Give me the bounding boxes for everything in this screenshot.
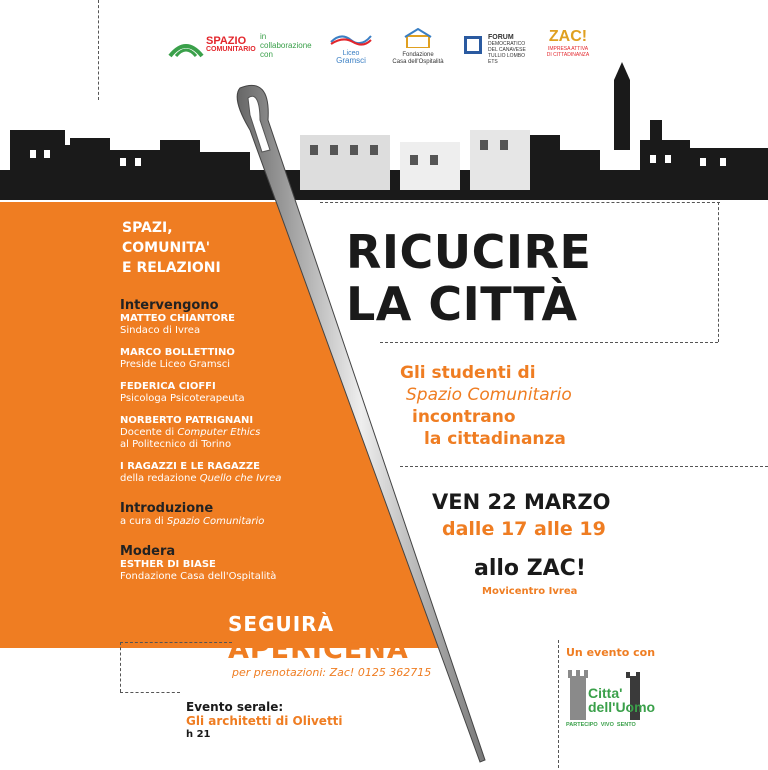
subtitle-line2: Spazio Comunitario bbox=[406, 385, 572, 405]
citta-tagline: PARTECIPO VIVO SENTO bbox=[566, 722, 636, 728]
introduzione-prefix: a cura di bbox=[120, 516, 167, 527]
dashed-line bbox=[120, 642, 232, 643]
evening-label: Evento serale: bbox=[186, 700, 284, 714]
introduzione-italic: Spazio Comunitario bbox=[166, 516, 265, 527]
logo-fondazione bbox=[390, 28, 446, 64]
title-line2: LA CITTÀ bbox=[346, 277, 578, 331]
subtitle bbox=[392, 362, 572, 450]
liceo-line2: Gramsci bbox=[336, 56, 366, 65]
event-time: dalle 17 alle 19 bbox=[442, 518, 606, 540]
speaker-role bbox=[120, 427, 380, 439]
orange-top-strip bbox=[0, 0, 100, 8]
evening-time: h 21 bbox=[186, 729, 211, 740]
modera-role: Fondazione Casa dell'Ospitalità bbox=[120, 571, 277, 582]
speaker-role-italic: Computer Ethics bbox=[177, 427, 261, 438]
collab-line: con bbox=[260, 50, 273, 59]
left-heading-line: COMUNITA' bbox=[122, 240, 210, 256]
title-line1: RICUCIRE bbox=[346, 225, 592, 279]
introduzione-title: Introduzione bbox=[120, 501, 214, 516]
dashed-line bbox=[718, 202, 719, 342]
speaker-role: Preside Liceo Gramsci bbox=[120, 359, 231, 370]
speaker-role-line2: al Politecnico di Torino bbox=[120, 439, 232, 450]
evening-event bbox=[186, 700, 343, 742]
introduzione-block bbox=[120, 501, 380, 528]
dashed-line bbox=[558, 640, 559, 768]
modera-title: Modera bbox=[120, 544, 176, 559]
collab-text bbox=[260, 32, 312, 59]
forum-line1: FORUM bbox=[488, 34, 514, 41]
spazio-name: SPAZIO bbox=[206, 35, 247, 47]
event-venue-sub: Movicentro Ivrea bbox=[482, 586, 578, 597]
zac-name: ZAC! bbox=[548, 28, 588, 45]
fondazione-line1: Fondazione bbox=[402, 52, 434, 58]
spazio-subname: COMUNITARIO bbox=[206, 46, 256, 53]
house-icon bbox=[403, 28, 433, 48]
evening-title: Gli architetti di Olivetti bbox=[186, 714, 343, 728]
forum-line4: TULLIO LOMBO ETS bbox=[488, 53, 525, 65]
main-title bbox=[346, 226, 591, 330]
apericena-line2: APERICENA bbox=[228, 634, 409, 665]
speaker bbox=[120, 381, 380, 405]
apericena-line1: SEGUIRÀ bbox=[228, 612, 335, 636]
dashed-line bbox=[120, 692, 180, 693]
subtitle-line4: la cittadinanza bbox=[424, 429, 566, 449]
left-heading bbox=[122, 218, 221, 278]
speakers-block bbox=[120, 298, 380, 583]
left-heading-line: SPAZI, bbox=[122, 220, 173, 236]
speaker-role: Sindaco di Ivrea bbox=[120, 325, 201, 336]
liceo-line1: Liceo bbox=[342, 50, 360, 57]
dashed-line bbox=[120, 642, 121, 692]
fondazione-line2: Casa dell'Ospitalità bbox=[392, 59, 444, 65]
speaker bbox=[120, 347, 380, 371]
logo-liceo-gramsci bbox=[326, 30, 376, 66]
speaker bbox=[120, 461, 380, 485]
speaker-role bbox=[120, 473, 380, 485]
speaker-role: Psicologa Psicoterapeuta bbox=[120, 393, 245, 404]
spazio-logo-icon bbox=[168, 36, 204, 58]
forum-icon bbox=[464, 36, 482, 54]
speaker-name: I RAGAZZI E LE RAGAZZE bbox=[120, 461, 261, 472]
event-venue: allo ZAC! bbox=[474, 556, 586, 581]
apericena-note: per prenotazioni: Zac! 0125 362715 bbox=[232, 666, 432, 679]
introduzione-text bbox=[120, 516, 380, 528]
speaker-role-prefix: Docente di bbox=[120, 427, 178, 438]
logo-citta-uomo bbox=[566, 664, 666, 734]
event-date: VEN 22 MARZO bbox=[432, 490, 611, 514]
speaker bbox=[120, 313, 380, 337]
logo-spazio-comunitario bbox=[168, 30, 258, 60]
liceo-logo-icon bbox=[329, 30, 373, 46]
forum-line3: DEL CANAVESE bbox=[488, 47, 526, 53]
zac-tag: IMPRESA ATTIVA DI CITTADINANZA bbox=[546, 46, 590, 58]
left-heading-line: E RELAZIONI bbox=[122, 260, 221, 276]
logo-forum bbox=[464, 34, 534, 64]
intervengono-title: Intervengono bbox=[120, 298, 219, 313]
partner-label: Un evento con bbox=[566, 646, 656, 659]
collab-line: in bbox=[260, 32, 267, 41]
citta-name2: dell'Uomo bbox=[588, 699, 656, 715]
collab-line: collaborazione bbox=[260, 41, 312, 50]
subtitle-line1: Gli studenti di bbox=[400, 363, 536, 383]
speaker-role-prefix: della redazione bbox=[120, 473, 200, 484]
subtitle-line3: incontrano bbox=[412, 407, 516, 427]
speaker-name: MATTEO CHIANTORE bbox=[120, 313, 235, 324]
speaker-role-italic: Quello che Ivrea bbox=[199, 473, 282, 484]
speaker-name: FEDERICA CIOFFI bbox=[120, 381, 216, 392]
forum-line2: DEMOCRATICO bbox=[488, 41, 526, 47]
citta-name1: Citta' bbox=[588, 685, 623, 701]
modera-block bbox=[120, 544, 380, 583]
logo-zac bbox=[545, 28, 591, 66]
speaker-name: NORBERTO PATRIGNANI bbox=[120, 415, 254, 426]
speaker-name: MARCO BOLLETTINO bbox=[120, 347, 235, 358]
modera-name: ESTHER DI BIASE bbox=[120, 559, 216, 570]
speaker bbox=[120, 415, 380, 451]
